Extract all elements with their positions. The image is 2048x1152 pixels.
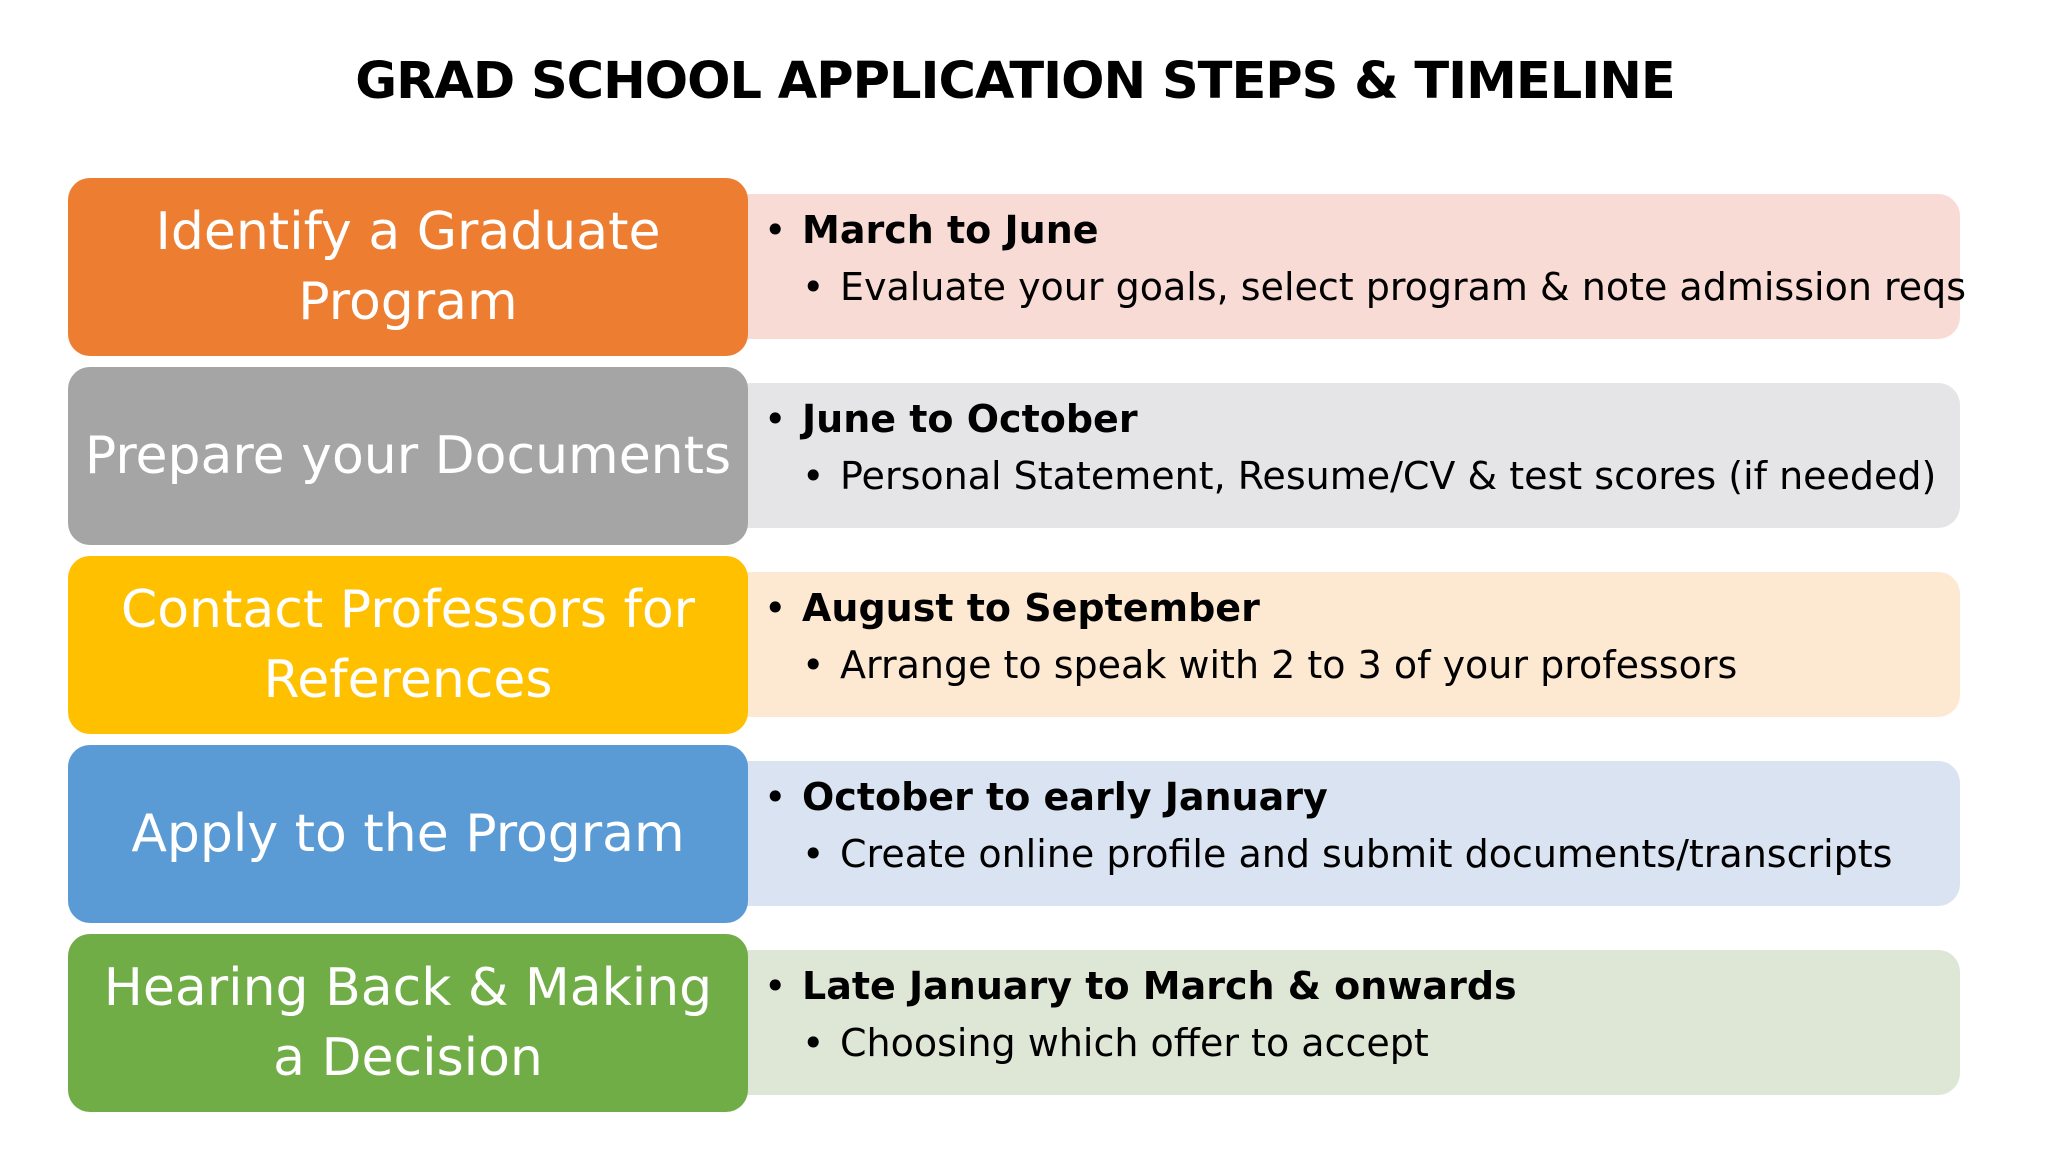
step-task bbox=[802, 265, 1966, 309]
step-row-apply-program bbox=[68, 745, 1962, 923]
bullet-icon: • bbox=[764, 964, 787, 1008]
timeframe-text: Late January to March & onwards bbox=[802, 964, 1517, 1008]
task-text: Choosing which offer to accept bbox=[840, 1021, 1429, 1065]
bullet-icon: • bbox=[802, 832, 825, 876]
timeframe-text: March to June bbox=[802, 208, 1099, 252]
page-title: GRAD SCHOOL APPLICATION STEPS & TIMELINE bbox=[355, 52, 1675, 111]
step-row-prepare-documents bbox=[68, 367, 1962, 545]
step-row-decision bbox=[68, 934, 1962, 1112]
task-text: Create online profile and submit documents/transcripts bbox=[840, 832, 1893, 876]
timeframe-text: June to October bbox=[802, 397, 1138, 441]
step-label-box: Contact Professors for References bbox=[68, 556, 748, 734]
bullet-icon: • bbox=[764, 775, 787, 819]
step-label-box: Identify a Graduate Program bbox=[68, 178, 748, 356]
bullet-icon: • bbox=[764, 208, 787, 252]
step-task bbox=[802, 454, 1936, 498]
task-text: Evaluate your goals, select program & note admission reqs bbox=[840, 265, 1967, 309]
step-timeframe bbox=[764, 775, 1328, 819]
step-timeframe bbox=[764, 208, 1099, 252]
step-timeframe bbox=[764, 964, 1517, 1008]
step-task bbox=[802, 643, 1737, 687]
step-label-box: Apply to the Program bbox=[68, 745, 748, 923]
timeframe-text: August to September bbox=[802, 586, 1260, 630]
bullet-icon: • bbox=[802, 265, 825, 309]
step-task bbox=[802, 832, 1892, 876]
step-timeframe bbox=[764, 586, 1260, 630]
timeframe-text: October to early January bbox=[802, 775, 1328, 819]
step-row-identify-program bbox=[68, 178, 1967, 356]
step-task bbox=[802, 1021, 1429, 1065]
bullet-icon: • bbox=[764, 397, 787, 441]
bullet-icon: • bbox=[802, 454, 825, 498]
bullet-icon: • bbox=[802, 643, 825, 687]
bullet-icon: • bbox=[802, 1021, 825, 1065]
step-timeframe bbox=[764, 397, 1138, 441]
step-label-box: Hearing Back & Making a Decision bbox=[68, 934, 748, 1112]
bullet-icon: • bbox=[764, 586, 787, 630]
step-row-contact-professors bbox=[68, 556, 1962, 734]
task-text: Personal Statement, Resume/CV & test scores (if needed) bbox=[840, 454, 1937, 498]
task-text: Arrange to speak with 2 to 3 of your professors bbox=[840, 643, 1738, 687]
step-label-box: Prepare your Documents bbox=[68, 367, 748, 545]
